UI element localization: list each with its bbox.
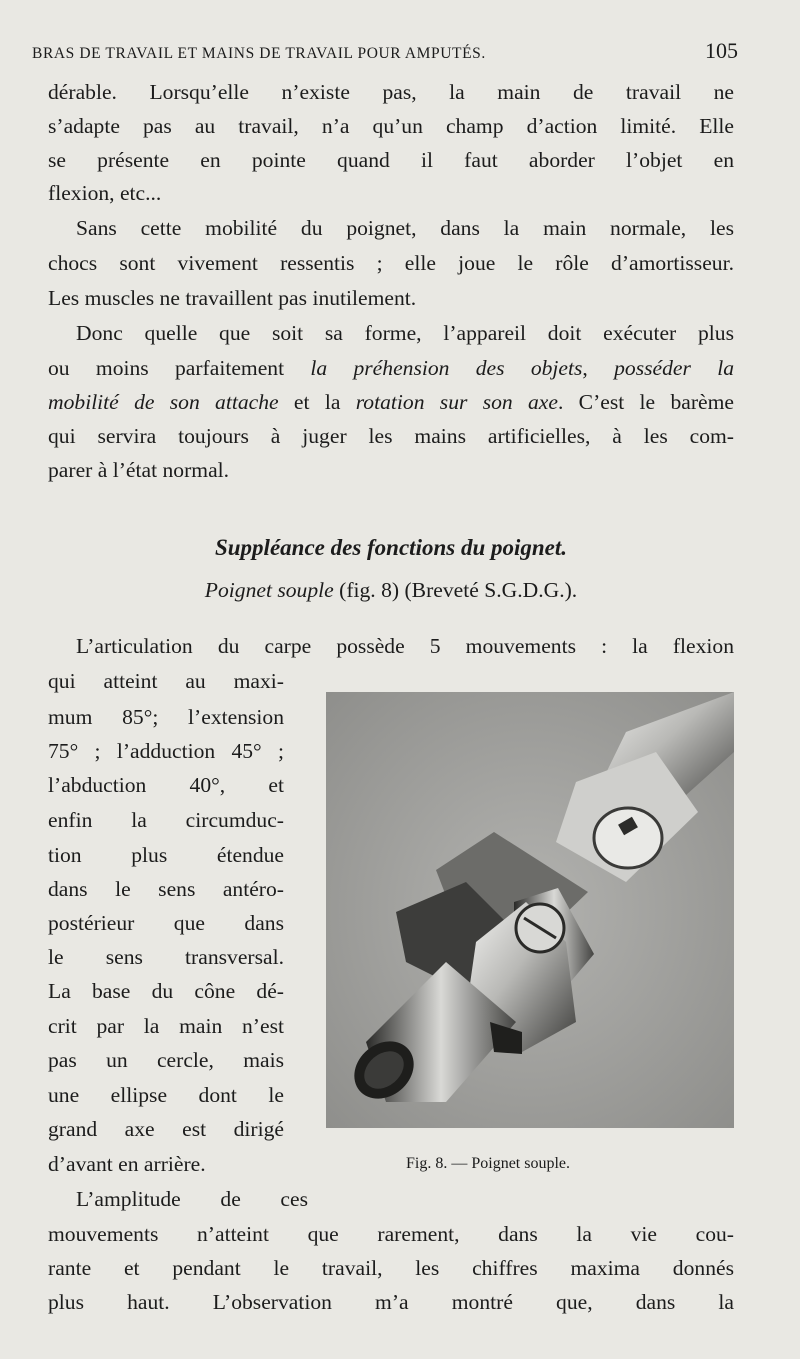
running-header <box>32 38 738 64</box>
section-subtitle <box>48 575 734 605</box>
text-line: tion plus étendue <box>48 843 284 867</box>
section-title: Suppléance des fonctions du poignet. <box>214 535 568 560</box>
text-line: mum 85°; l’extension <box>48 705 284 729</box>
figure-caption: Fig. 8. — Poignet souple. <box>406 1155 571 1172</box>
text-line: rante et pendant le travail, les chiffres maxima donnés <box>48 1256 734 1280</box>
running-head: BRAS DE TRAVAIL ET MAINS DE TRAVAIL POUR AMPUTÉS. <box>32 45 486 62</box>
italic-run: Poignet souple <box>204 578 334 602</box>
text-run: . C’est le barème <box>557 390 734 414</box>
text-line: le sens transversal. <box>48 945 284 969</box>
text-line: L’amplitude de ces <box>76 1187 308 1211</box>
text-line: dérable. Lorsqu’elle n’existe pas, la main de travail ne <box>48 80 734 104</box>
text-line: dans le sens antéro- <box>48 877 284 901</box>
text-line: grand axe est dirigé <box>48 1117 284 1141</box>
italic-run: posséder la <box>614 356 734 380</box>
text-line: flexion, etc... <box>48 181 162 205</box>
text-line: postérieur que dans <box>48 911 284 935</box>
text-run: et la <box>278 390 356 414</box>
text-line <box>48 353 734 383</box>
text-line: L’articulation du carpe possède 5 mouvements : la flexion <box>76 634 734 658</box>
text-line: chocs sont vivement ressentis ; elle joue le rôle d’amortisseur. <box>48 251 734 275</box>
text-line: crit par la main n’est <box>48 1014 284 1038</box>
text-line <box>48 387 734 417</box>
text-line: plus haut. L’observation m’a montré que, dans la <box>48 1290 734 1314</box>
text-line: enfin la circumduc- <box>48 808 284 832</box>
text-line: une ellipse dont le <box>48 1083 284 1107</box>
text-line: qui atteint au maxi- <box>48 669 284 693</box>
text-line: Les muscles ne travaillent pas inutilement. <box>48 286 417 310</box>
page-number: 105 <box>705 38 738 63</box>
text-line: se présente en pointe quand il faut aborder l’objet en <box>48 148 734 172</box>
text-line: Donc quelle que soit sa forme, l’appareil doit exécuter plus <box>76 321 734 345</box>
text-line: Sans cette mobilité du poignet, dans la main normale, les <box>76 216 734 240</box>
text-line: 75° ; l’adduction 45° ; <box>48 739 284 763</box>
wrist-device-illustration <box>326 692 734 1128</box>
text-line: l’abduction 40°, et <box>48 773 284 797</box>
text-line: qui servira toujours à juger les mains artificielles, à les com- <box>48 424 734 448</box>
italic-run: mobilité de son attache <box>48 390 279 414</box>
italic-run: la préhension des objets <box>310 356 583 380</box>
text-line: d’avant en arrière. <box>48 1152 206 1176</box>
text-line: La base du cône dé- <box>48 979 284 1003</box>
italic-run: rotation sur son axe <box>355 390 558 414</box>
text-line: pas un cercle, mais <box>48 1048 284 1072</box>
text-line: mouvements n’atteint que rarement, dans la vie cou- <box>48 1222 734 1246</box>
text-run: , <box>582 356 615 380</box>
text-line: parer à l’état normal. <box>48 458 230 482</box>
figure-photo-wrist-device <box>326 692 734 1128</box>
text-run: ou moins parfaitement <box>48 356 311 380</box>
text-line: s’adapte pas au travail, n’a qu’un champ d’action limité. Elle <box>48 114 734 138</box>
text-run: (fig. 8) (Breveté S.G.D.G.). <box>333 578 578 602</box>
